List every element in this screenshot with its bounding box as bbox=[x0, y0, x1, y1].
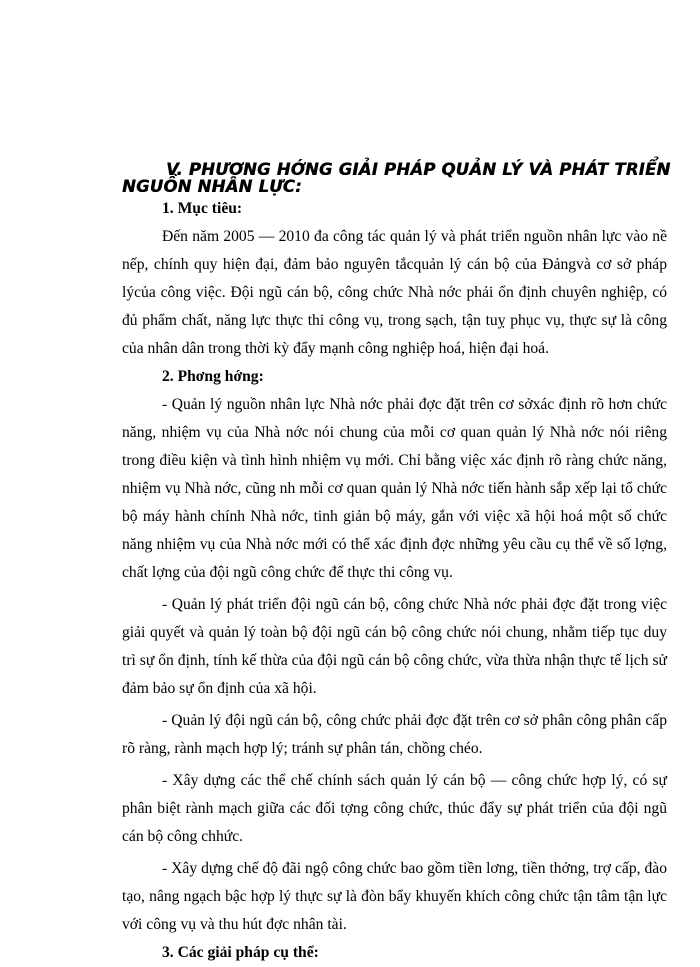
section-title-goals: 1. Mục tiêu: bbox=[162, 200, 243, 217]
chapter-heading bbox=[122, 161, 682, 195]
document-body bbox=[122, 195, 667, 967]
paragraph: - Xây dựng chế độ đãi ngộ công chức bao gồm tiền lơng, tiền thởng, trợ cấp, đào tạo, nâng ngạch bậc hợp lý thực sự là đòn bẩy khuyến khích công chức tận tâm tận lực với công vụ và thu hút đợc nhân tài. bbox=[122, 860, 667, 933]
paragraph: - Quản lý nguồn nhân lực Nhà nớc phải đợc đặt trên cơ sởxác định rõ hơn chức năng, nhiệm vụ của Nhà nớc nói chung của mỗi cơ quan quản lý Nhà nớc nói riêng trong điều kiện và tình hình nhiệm vụ mới. Chỉ bằng việc xác định rõ ràng chức năng, nhiệm vụ Nhà nớc, cũng nh mỗi cơ quan quản lý Nhà nớc tiến hành sắp xếp lại tổ chức bộ máy hành chính Nhà nớc, tinh giản bộ máy, gắn với việc xã hội hoá một số chức năng nhiệm vụ của Nhà nớc mới có thể xác định đợc những yêu cầu cụ thể về số lợng, chất lợng của đội ngũ công chức để thực thi công vụ. bbox=[122, 396, 667, 581]
chapter-heading-line-2: NGUỒN NHÂN LỰC: bbox=[122, 177, 302, 196]
chapter-heading-line-1: V. PHƯƠNG HỚNG GIẢI PHÁP QUẢN LÝ VÀ PHÁT TRIỂN bbox=[166, 160, 671, 179]
section-title-direction: 2. Phơng hớng: bbox=[162, 368, 264, 385]
paragraph: - Xây dựng các thể chế chính sách quản lý cán bộ — công chức hợp lý, có sự phân biệt rành mạch giữa các đối tợng công chức, thúc đẩy sự phát triển của đội ngũ cán bộ công chhức. bbox=[122, 772, 667, 845]
paragraph: - Quản lý đội ngũ cán bộ, công chức phải đợc đặt trên cơ sở phân công phân cấp rõ ràng, rành mạch hợp lý; tránh sự phân tán, chồng chéo. bbox=[122, 712, 667, 757]
paragraph: - Quản lý phát triển đội ngũ cán bộ, công chức Nhà nớc phải đợc đặt trong việc giải quyết và quản lý toàn bộ đội ngũ cán bộ công chức nói chung, nhằm tiếp tục duy trì sự ổn định, tính kế thừa của đội ngũ cán bộ công chức, vừa thừa nhận thực tế lịch sử đảm bảo sự ổn định của xã hội. bbox=[122, 596, 667, 697]
section-title-solutions: 3. Các giải pháp cụ thể: bbox=[162, 944, 319, 961]
paragraph: Đến năm 2005 — 2010 đa công tác quản lý và phát triển nguồn nhân lực vào nề nếp, chính quy hiện đại, đảm bảo nguyên tắcquản lý cán bộ của Đảngvà cơ sở pháp lýcủa công việc. Đội ngũ cán bộ, công chức Nhà nớc phải ổn định chuyên nghiệp, có đủ phẩm chất, năng lực thực thi công vụ, trong sạch, tận tuỵ phục vụ, thực sự là công của nhân dân trong thời kỳ đẩy mạnh công nghiệp hoá, hiện đại hoá. bbox=[122, 228, 667, 357]
